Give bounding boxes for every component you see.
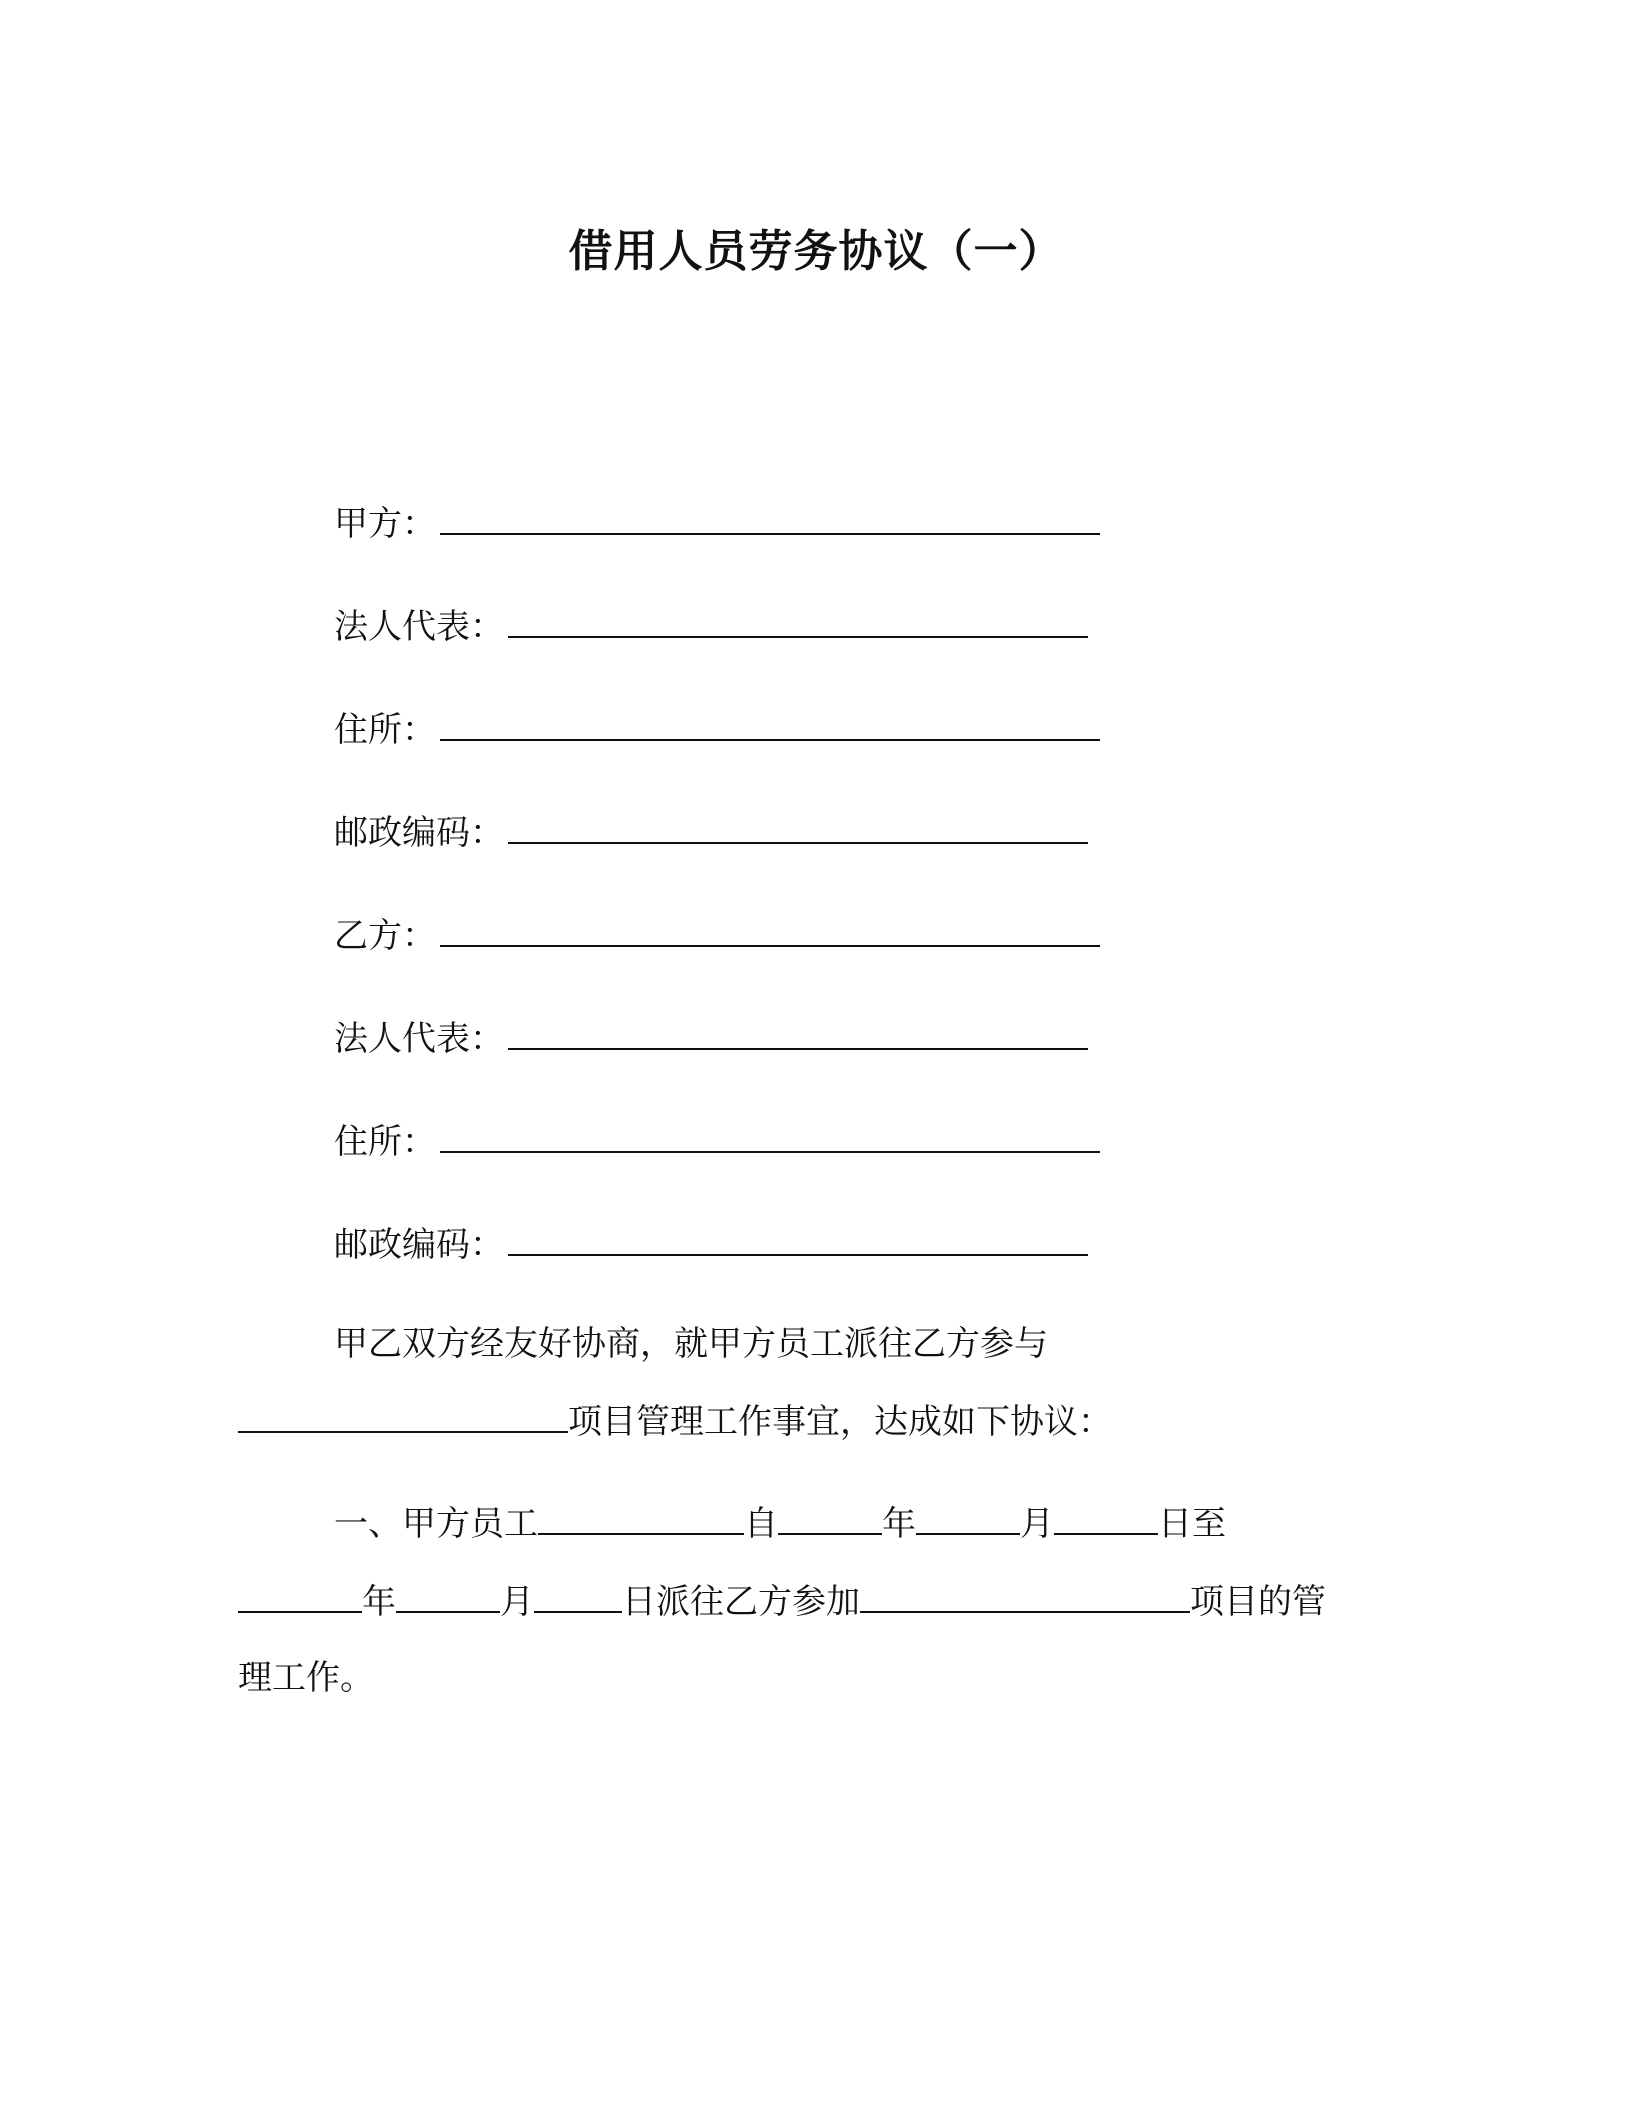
- clause-1-year2: 年: [362, 1582, 396, 1622]
- start-day-blank[interactable]: [1054, 1529, 1158, 1535]
- clause-1-from: 自: [744, 1504, 778, 1544]
- field-label: 邮政编码：: [334, 1225, 504, 1265]
- project-name-blank[interactable]: [238, 1427, 568, 1433]
- field-legal-rep-b: [334, 1017, 1088, 1061]
- clause-1-month2: 月: [500, 1582, 534, 1622]
- field-party-a: [334, 502, 1100, 546]
- field-legal-rep-a: [334, 605, 1088, 649]
- start-month-blank[interactable]: [916, 1529, 1020, 1535]
- fill-line[interactable]: [508, 838, 1088, 844]
- field-party-b: [334, 914, 1100, 958]
- document-title: 借用人员劳务协议（一）: [568, 226, 1064, 277]
- intro-line-2-text: 项目管理工作事宜，达成如下协议：: [568, 1402, 1112, 1442]
- end-year-blank[interactable]: [238, 1607, 362, 1613]
- clause-1-line-2: [238, 1580, 1326, 1624]
- clause-1-month: 月: [1020, 1504, 1054, 1544]
- field-label: 住所：: [334, 710, 436, 750]
- clause-1-year: 年: [882, 1504, 916, 1544]
- field-address-b: [334, 1120, 1100, 1164]
- fill-line[interactable]: [508, 1044, 1088, 1050]
- field-postcode-b: [334, 1223, 1088, 1267]
- field-label: 住所：: [334, 1122, 436, 1162]
- clause-1-prefix: 一、甲方员工: [334, 1504, 538, 1544]
- field-label: 法人代表：: [334, 1019, 504, 1059]
- project-blank[interactable]: [860, 1607, 1190, 1613]
- fill-line[interactable]: [440, 529, 1100, 535]
- clause-1-day-dispatch: 日派往乙方参加: [622, 1582, 860, 1622]
- fill-line[interactable]: [440, 735, 1100, 741]
- end-day-blank[interactable]: [534, 1607, 622, 1613]
- clause-1-project-of: 项目的管: [1190, 1582, 1326, 1622]
- fill-line[interactable]: [440, 941, 1100, 947]
- fill-line[interactable]: [440, 1147, 1100, 1153]
- start-year-blank[interactable]: [778, 1529, 882, 1535]
- field-label: 乙方：: [334, 916, 436, 956]
- employee-name-blank[interactable]: [538, 1529, 744, 1535]
- field-label: 法人代表：: [334, 607, 504, 647]
- fill-line[interactable]: [508, 1250, 1088, 1256]
- clause-1-line-1: [334, 1502, 1226, 1546]
- field-address-a: [334, 708, 1100, 752]
- field-postcode-a: [334, 811, 1088, 855]
- intro-line-1: 甲乙双方经友好协商，就甲方员工派往乙方参与: [334, 1324, 1048, 1364]
- clause-1-line-3: 理工作。: [238, 1658, 374, 1698]
- field-label: 甲方：: [334, 504, 436, 544]
- end-month-blank[interactable]: [396, 1607, 500, 1613]
- clause-1-day-to: 日至: [1158, 1504, 1226, 1544]
- field-label: 邮政编码：: [334, 813, 504, 853]
- fill-line[interactable]: [508, 632, 1088, 638]
- intro-line-2: [238, 1400, 1112, 1444]
